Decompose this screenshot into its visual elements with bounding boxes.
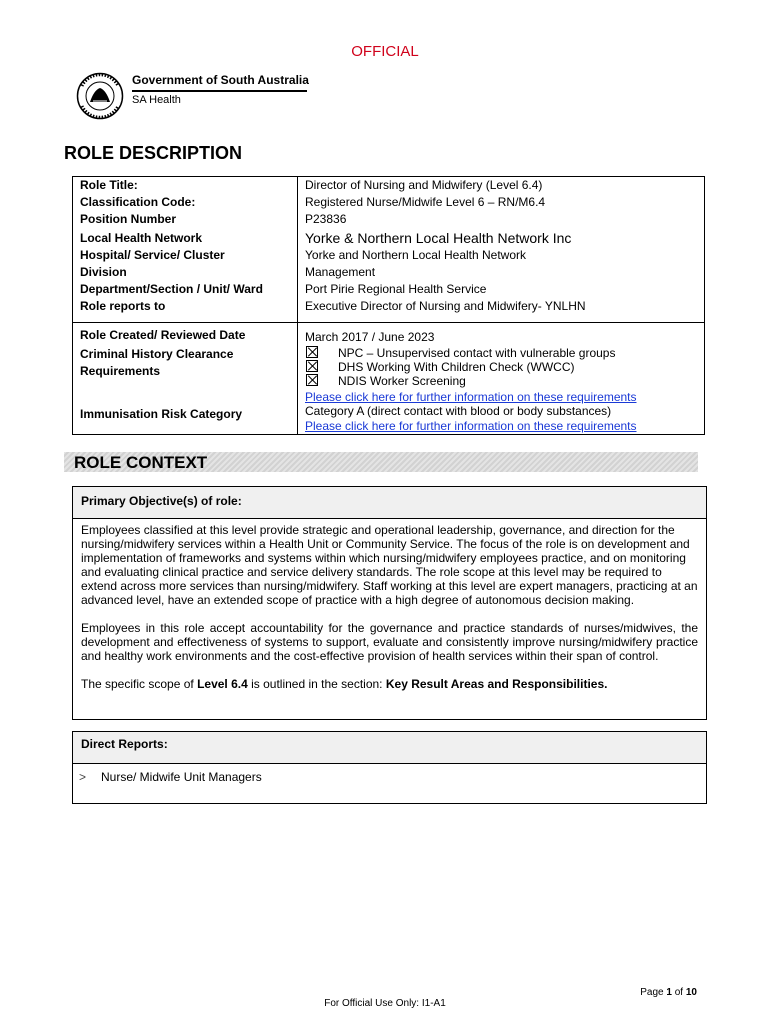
state-seal-icon (76, 72, 124, 120)
created-label: Role Created/ Reviewed Date (73, 323, 298, 347)
scope-paragraph (81, 677, 698, 691)
table-row (73, 247, 705, 264)
lhn-value: Yorke & Northern Local Health Network Inc (298, 228, 705, 247)
immunisation-value (298, 404, 705, 435)
check-item (305, 374, 697, 388)
table-row (73, 264, 705, 281)
table-row (73, 346, 705, 404)
reports-to-value: Executive Director of Nursing and Midwifery- YNLHN (298, 298, 705, 323)
direct-reports-box (72, 731, 707, 804)
department-value: Port Pirie Regional Health Service (298, 281, 705, 298)
department-label: Department/Section / Unit/ Ward (73, 281, 298, 298)
criminal-label (73, 346, 298, 404)
sa-health-logo (76, 70, 316, 122)
scope-text: The specific scope of (81, 677, 198, 691)
scope-text: is outlined in the section: (247, 677, 386, 691)
check-item (305, 346, 697, 360)
role-title-label: Role Title: (73, 177, 298, 195)
bullet-arrow-icon: > (79, 770, 87, 784)
check-label: NPC – Unsupervised contact with vulnerable groups (338, 346, 616, 360)
primary-objective-box (72, 486, 707, 720)
classification-label: Classification Code: (73, 194, 298, 211)
checked-box-icon[interactable] (306, 360, 318, 372)
page-number (0, 987, 697, 998)
scope-section: Key Result Areas and Responsibilities. (385, 677, 608, 691)
footer-official-use: For Official Use Only: I1-A1 (324, 998, 446, 1009)
list-item (73, 764, 706, 790)
objective-paragraph: Employees in this role accept accountability for the governance and practice standards of nurses/midwives, the development and effectiveness of systems to support, evaluate and consistently improve nursing/midwifery practice and healthy work environments and the cost-effective provision of health services within their span of control. (81, 621, 698, 663)
objective-paragraph: Employees classified at this level provide strategic and operational leadership, governance, and direction for the nursing/midwifery services within a Health Unit or Community Service. The focus of the role is on development and implementation of frameworks and systems within which nursing/midwifery employees practice, and on monitoring and evaluating clinical practice and service delivery standards. The role scope at this level may be required to extend across more services than nursing/midwifery. Staff working at this level are expert managers, practicing at an advanced level, have an extended scope of practice with a high degree of autonomous decision making. (81, 523, 698, 607)
criminal-label-line2: Requirements (80, 364, 161, 378)
primary-objective-heading: Primary Objective(s) of role: (73, 487, 706, 519)
classification-value: Registered Nurse/Midwife Level 6 – RN/M6.4 (298, 194, 705, 211)
immunisation-info-link[interactable]: Please click here for further information on these requirements (305, 419, 637, 433)
division-value: Management (298, 264, 705, 281)
lhn-label: Local Health Network (73, 228, 298, 247)
table-row (73, 177, 705, 195)
criminal-label-line1: Criminal History Clearance (80, 347, 234, 361)
criminal-value (298, 346, 705, 404)
direct-reports-heading: Direct Reports: (73, 732, 706, 764)
logo-rule (132, 90, 307, 92)
table-row (73, 281, 705, 298)
reports-to-label: Role reports to (73, 298, 298, 323)
immunisation-label: Immunisation Risk Category (73, 404, 298, 435)
division-label: Division (73, 264, 298, 281)
page-total: 10 (685, 987, 697, 998)
table-row (73, 211, 705, 228)
table-row (73, 228, 705, 247)
government-name: Government of South Australia (132, 73, 309, 87)
role-info-table (72, 176, 705, 435)
role-title-value: Director of Nursing and Midwifery (Level 6.4) (298, 177, 705, 195)
table-row (73, 323, 705, 347)
checked-box-icon[interactable] (306, 374, 318, 386)
hospital-value: Yorke and Northern Local Health Network (298, 247, 705, 264)
table-row (73, 194, 705, 211)
classification-marking: OFFICIAL (351, 43, 419, 60)
checked-box-icon[interactable] (306, 346, 318, 358)
role-context-heading: ROLE CONTEXT (74, 453, 208, 472)
scope-level: Level 6.4 (197, 677, 248, 691)
department-name: SA Health (132, 94, 181, 106)
direct-report-label: Nurse/ Midwife Unit Managers (101, 770, 262, 784)
check-label: NDIS Worker Screening (338, 374, 466, 388)
immunisation-category: Category A (direct contact with blood or body substances) (305, 404, 612, 418)
page-text: of (671, 987, 686, 998)
page-title: ROLE DESCRIPTION (64, 143, 243, 163)
check-item (305, 360, 697, 374)
page-current: 1 (666, 987, 672, 998)
page-text: Page (640, 987, 667, 998)
table-row (73, 298, 705, 323)
position-number-label: Position Number (73, 211, 298, 228)
created-value: March 2017 / June 2023 (298, 323, 705, 347)
criminal-info-link[interactable]: Please click here for further information on these requirements (305, 390, 637, 404)
table-row (73, 404, 705, 435)
check-label: DHS Working With Children Check (WWCC) (338, 360, 575, 374)
position-number-value: P23836 (298, 211, 705, 228)
hospital-label: Hospital/ Service/ Cluster (73, 247, 298, 264)
